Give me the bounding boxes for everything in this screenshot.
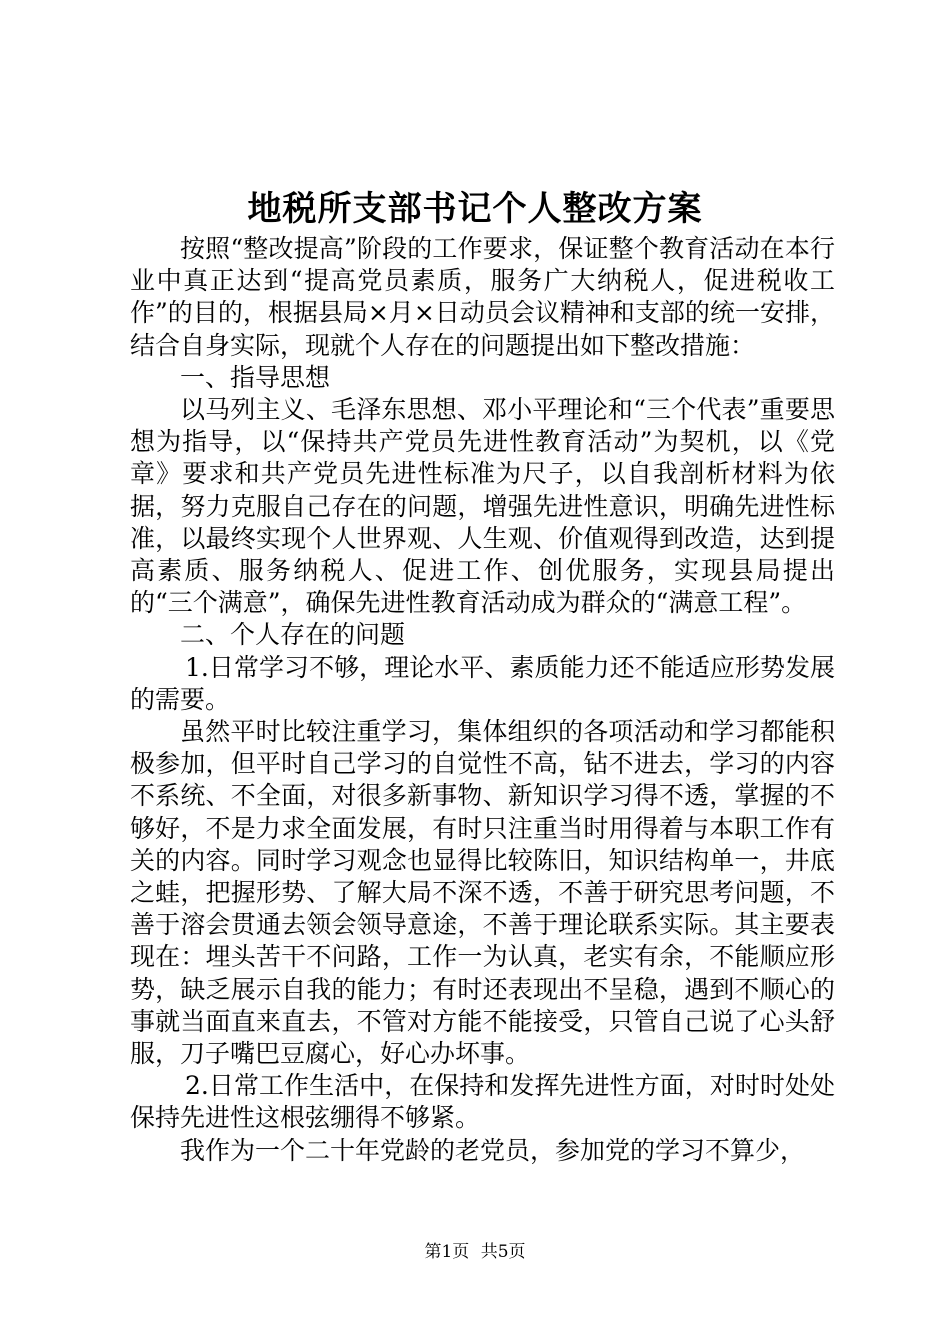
problem-item-2: 2.日常工作生活中，在保持和发挥先进性方面，对时时处处保持先进性这根弦绷得不够紧。 xyxy=(130,1071,835,1133)
problem-item-1: 1.日常学习不够，理论水平、素质能力还不能适应形势发展的需要。 xyxy=(130,652,835,714)
page-number: 第1页 xyxy=(424,1242,470,1262)
problem-2-paragraph: 我作为一个二十年党龄的老党员，参加党的学习不算少， xyxy=(180,1135,806,1165)
section-heading-guiding-ideology: 一、指导思想 xyxy=(180,362,331,392)
page-footer xyxy=(0,1241,950,1263)
document-body xyxy=(130,233,835,1167)
document-title: 地税所支部书记个人整改方案 xyxy=(247,189,703,229)
page-total: 共5页 xyxy=(480,1242,526,1262)
intro-paragraph: 按照“整改提高”阶段的工作要求，保证整个教育活动在本行业中真正达到“提高党员素质，服务广大纳税人，促进税收工作”的目的，根据县局×月×日动员会议精神和支部的统一安排，结合自身实际，现就个人存在的问题提出如下整改措施： xyxy=(130,234,835,360)
section-heading-personal-problems: 二、个人存在的问题 xyxy=(180,620,406,650)
guiding-ideology-paragraph: 以马列主义、毛泽东思想、邓小平理论和“三个代表”重要思想为指导，以“保持共产党员先进性教育活动”为契机，以《党章》要求和共产党员先进性标准为尺子，以自我剖析材料为依据，努力克服自己存在的问题，增强先进性意识，明确先进性标准，以最终实现个人世界观、人生观、价值观得到改造，达到提高素质、服务纳税人、促进工作、创优服务，实现县局提出的“三个满意”，确保先进性教育活动成为群众的“满意工程”。 xyxy=(130,395,835,618)
problem-1-paragraph: 虽然平时比较注重学习，集体组织的各项活动和学习都能积极参加，但平时自己学习的自觉性不高，钻不进去，学习的内容不系统、不全面，对很多新事物、新知识学习得不透，掌握的不够好，不是力求全面发展，有时只注重当时用得着与本职工作有关的内容。同时学习观念也显得比较陈旧，知识结构单一，井底之蛙，把握形势、了解大局不深不透，不善于研究思考问题，不善于溶会贯通去领会领导意途，不善于理论联系实际。其主要表现在：埋头苦干不问路，工作一为认真，老实有余，不能顺应形势，缺乏展示自我的能力；有时还表现出不呈稳，遇到不顺心的事就当面直来直去，不管对方能不能接受，只管自己说了心头舒服，刀子嘴巴豆腐心，好心办坏事。 xyxy=(130,717,835,1069)
